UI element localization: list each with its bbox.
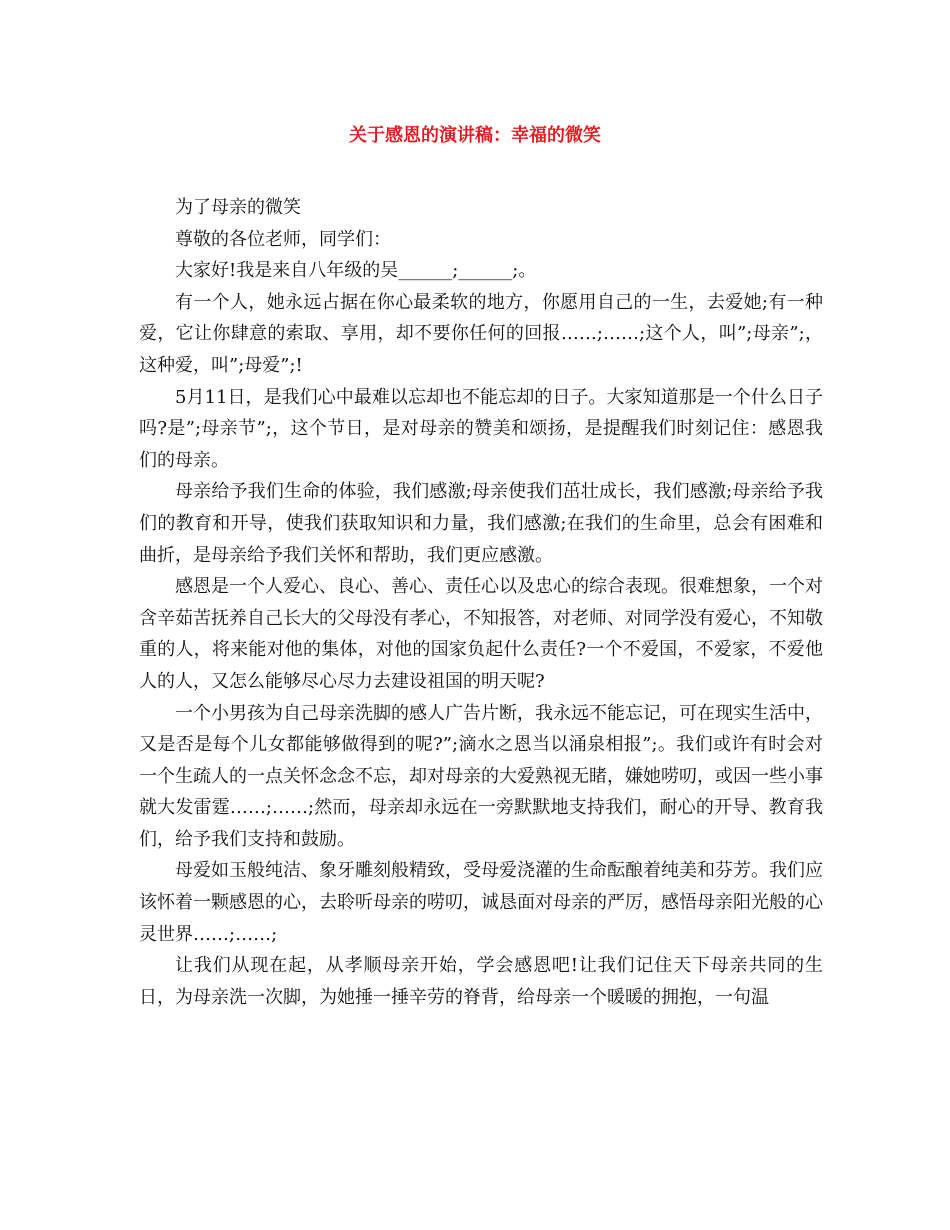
document-title: 关于感恩的演讲稿：幸福的微笑 <box>349 125 601 146</box>
paragraph: 有一个人，她永远占据在你心最柔软的地方，你愿用自己的一生，去爱她;有一种爱，它让你肆意的索取、享用，却不要你任何的回报……;……;这个人，叫”;母亲”;，这种爱，叫”;母爱”;! <box>139 291 823 376</box>
paragraph: 5月11日，是我们心中最难以忘却也不能忘却的日子。大家知道那是一个什么日子吗?是”;母亲节”;，这个节日，是对母亲的赞美和颂扬，是提醒我们时刻记住：感恩我们的母亲。 <box>139 386 823 471</box>
document-body <box>139 192 823 1013</box>
paragraph-greeting: 大家好!我是来自八年级的吴______;______;。 <box>175 260 537 282</box>
paragraph-salutation: 尊敬的各位老师，同学们： <box>175 228 391 250</box>
paragraph: 让我们从现在起，从孝顺母亲开始，学会感恩吧!让我们记住天下母亲共同的生日，为母亲洗一次脚，为她捶一捶辛劳的脊背，给母亲一个暖暖的拥抱，一句温 <box>139 955 823 1008</box>
paragraph: 感恩是一个人爱心、良心、善心、责任心以及忠心的综合表现。很难想象，一个对含辛茹苦抚养自己长大的父母没有孝心，不知报答，对老师、对同学没有爱心，不知敬重的人，将来能对他的集体，对他的国家负起什么责任?一个不爱国，不爱家，不爱他人的人，又怎么能够尽心尽力去建设祖国的明天呢? <box>139 576 823 692</box>
paragraph-subtitle: 为了母亲的微笑 <box>175 197 301 218</box>
paragraph: 一个小男孩为自己母亲洗脚的感人广告片断，我永远不能忘记，可在现实生活中，又是否是每个儿女都能够做得到的呢?”;滴水之恩当以涌泉相报”;。我们或许有时会对一个生疏人的一点关怀念念不忘，却对母亲的大爱熟视无睹，嫌她唠叨，或因一些小事就大发雷霆……;……;然而，母亲却永远在一旁默默地支持我们，耐心的开导、教育我们，给予我们支持和鼓励。 <box>139 702 823 850</box>
paragraph: 母亲给予我们生命的体验，我们感激;母亲使我们茁壮成长，我们感激;母亲给予我们的教育和开导，使我们获取知识和力量，我们感激;在我们的生命里，总会有困难和曲折，是母亲给予我们关怀和帮助，我们更应感激。 <box>139 481 823 566</box>
paragraph: 母爱如玉般纯洁、象牙雕刻般精致，受母爱浇灌的生命酝酿着纯美和芬芳。我们应该怀着一颗感恩的心，去聆听母亲的唠叨，诚恳面对母亲的严厉，感悟母亲阳光般的心灵世界……;……; <box>139 860 823 945</box>
